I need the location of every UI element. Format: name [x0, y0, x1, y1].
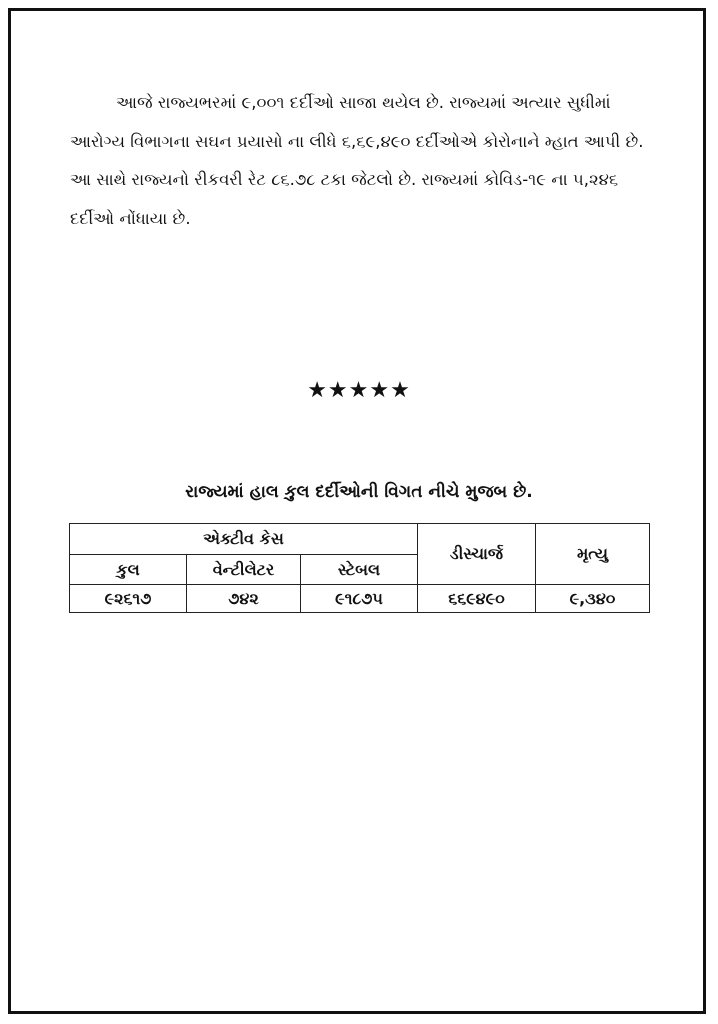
table-row	[70, 585, 650, 613]
star-separator: ★★★★★	[307, 378, 411, 403]
active-cases-header: એક્ટીવ કેસ	[70, 524, 418, 555]
ventilator-value: ૭૪૨	[187, 585, 301, 613]
summary-text: આજે રાજ્યભરમાં ૯,૦૦૧ દર્દીઓ સાજા થયેલ છે. રાજ્યમાં અત્યાર સુધીમાં આરોગ્ય વિભાગના સઘન પ્રયાસો ના લીધે ૬,૬૯,૪૯૦ દર્દીઓએ કોરોનાને મ્હાત આપી છે. આ સાથે રાજ્યનો રીકવરી રેટ ૮૬.૭૮ ટકા જેટલો છે. રાજ્યમાં કોવિડ-૧૯ ના ૫,૨૪૬ દર્દીઓ નોંધાયા છે.	[70, 93, 644, 228]
total-value: ૯૨૬૧૭	[70, 585, 187, 613]
summary-paragraph	[70, 84, 660, 238]
table-heading: રાજ્યમાં હાલ કુલ દર્દીઓની વિગત નીચે મુજબ છે.	[185, 482, 533, 502]
discharged-value: ૬૬૯૪૯૦	[418, 585, 536, 613]
discharge-header: ડીસ્ચાર્જ	[418, 524, 536, 585]
ventilator-header: વેન્ટીલેટર	[187, 555, 301, 585]
stable-value: ૯૧૮૭૫	[301, 585, 418, 613]
death-header: મૃત્યુ	[536, 524, 650, 585]
total-header: કુલ	[70, 555, 187, 585]
stable-header: સ્ટેબલ	[301, 555, 418, 585]
table-header-row	[70, 524, 650, 555]
deaths-value: ૯,૩૪૦	[536, 585, 650, 613]
covid-stats-table	[69, 523, 650, 613]
